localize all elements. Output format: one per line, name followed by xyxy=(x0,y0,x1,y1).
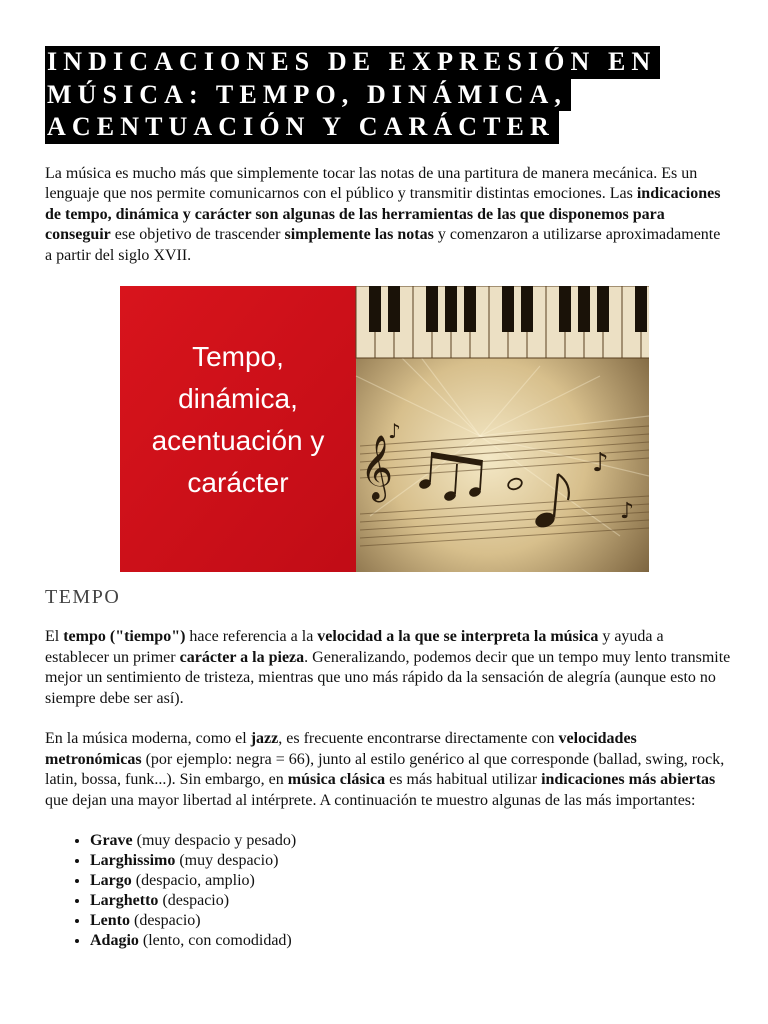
list-item xyxy=(90,831,731,851)
intro-bold-text: indicaciones de tempo, dinámica y carácter son algunas de las herramientas de las que disponemos para conseguir xyxy=(45,185,721,243)
intro-text: La música es mucho más que simplemente tocar las notas de una partitura de manera mecánica. Es un lenguaje que nos permite comunicarnos con el público y transmitir distintas emociones. Las xyxy=(45,164,698,202)
eighth-note-icon: ♪ xyxy=(388,419,401,443)
list-item xyxy=(90,891,731,911)
tempo-description: (muy despacio) xyxy=(175,852,279,869)
tempo-term: Larghetto xyxy=(90,892,159,909)
tempo-bold-text: carácter a la pieza xyxy=(179,648,305,666)
tempo-bold-text: velocidad a la que se interpreta la música xyxy=(317,628,599,645)
hero-title-line: carácter xyxy=(187,467,289,498)
hero-title-line: acentuación y xyxy=(151,425,325,456)
title-line-1: INDICACIONES DE EXPRESIÓN EN xyxy=(45,46,660,79)
hero-title xyxy=(120,336,356,504)
treble-clef-icon: 𝄞 xyxy=(360,435,394,500)
tempo-text: . Generalizando, podemos decir que un tempo muy lento transmite mejor un sentimiento de tristeza, mientras que uno más rápido da la sensación de alegría (aunque esto no siempre debe ser así). xyxy=(45,648,731,707)
section-heading-tempo: TEMPO xyxy=(45,586,121,608)
hero-title-line: Tempo, xyxy=(192,341,284,372)
modern-bold-text: música clásica xyxy=(287,771,386,788)
tempo-description: (muy despacio y pesado) xyxy=(132,832,297,849)
tempo-term: Lento xyxy=(90,912,130,929)
list-item xyxy=(90,851,731,871)
title-line-2: MÚSICA: TEMPO, DINÁMICA, xyxy=(45,79,571,112)
intro-bold-text: simplemente las notas xyxy=(284,226,434,243)
tempo-description: (despacio) xyxy=(130,912,201,929)
modern-text: es más habitual utilizar xyxy=(385,771,542,788)
tempo-text: hace referencia a la xyxy=(185,628,318,645)
modern-bold-text: indicaciones más abiertas xyxy=(541,771,716,788)
list-item xyxy=(90,931,731,951)
tempo-description: (lento, con comodidad) xyxy=(138,932,292,949)
tempo-description: (despacio, amplio) xyxy=(131,872,255,889)
title-line-3: ACENTUACIÓN Y CARÁCTER xyxy=(45,111,559,144)
intro-text: y comenzaron a utilizarse aproximadamente a partir del siglo XVII. xyxy=(45,226,721,264)
list-item xyxy=(90,911,731,931)
tempo-text: El xyxy=(45,628,64,645)
tempo-term: Largo xyxy=(90,872,132,889)
list-item xyxy=(90,871,731,891)
tempo-term: Grave xyxy=(90,832,133,849)
modern-text: , es frecuente encontrarse directamente con xyxy=(278,730,559,747)
modern-music-paragraph xyxy=(45,729,731,811)
hero-title-line: dinámica, xyxy=(178,383,298,414)
tempo-markings-list xyxy=(45,831,731,951)
tempo-description: (despacio) xyxy=(158,892,230,909)
modern-bold-text: jazz xyxy=(250,730,279,747)
tempo-term: Larghissimo xyxy=(90,852,176,869)
eighth-note-icon: ♪ xyxy=(592,448,609,478)
tempo-term: Adagio xyxy=(90,932,139,949)
intro-text: ese objetivo de trascender xyxy=(110,226,285,243)
article xyxy=(45,46,731,951)
article-title xyxy=(45,46,731,144)
intro-paragraph xyxy=(45,164,731,267)
tempo-text: y ayuda a establecer un primer xyxy=(45,628,664,666)
tempo-definition-paragraph xyxy=(45,627,731,709)
tempo-bold-text: tempo ("tiempo") xyxy=(63,628,186,645)
modern-bold-text: velocidades metronómicas xyxy=(45,730,637,768)
modern-text: que dejan una mayor libertad al intérprete. A continuación te muestro algunas de las más importantes: xyxy=(45,791,696,809)
eighth-note-icon: ♪ xyxy=(620,499,635,524)
hero-banner-image xyxy=(120,286,649,572)
modern-text: (por ejemplo: negra = 66), junto al estilo genérico al que corresponde (ballad, swing, rock, latin, bossa, funk...). Sin embargo, en xyxy=(45,750,725,788)
modern-text: En la música moderna, como el xyxy=(45,730,251,747)
